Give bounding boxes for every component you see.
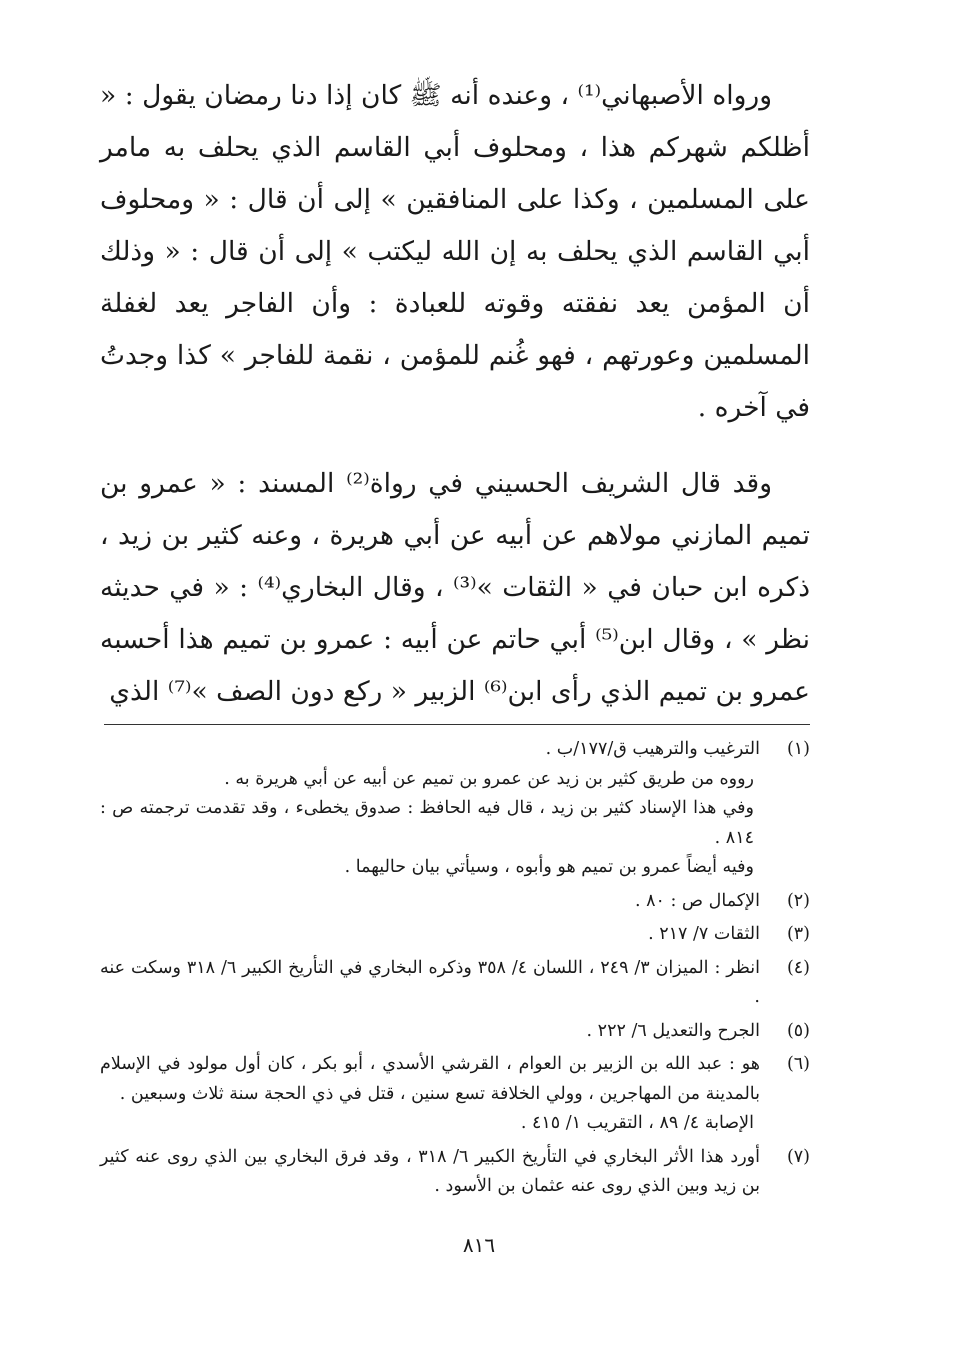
footnote-line: الجرح والتعديل ٦/ ٢٢٢ . bbox=[586, 1020, 760, 1041]
footnote-line: الإصابة ٤/ ٨٩ ، التقريب ١/ ٤١٥ . bbox=[520, 1113, 754, 1133]
footnote-line: أورد هذا الأثر البخاري في التأريخ الكبير ٦/ ٣١٨ ، وقد فرق البخاري بين الذي روى عنه كثير بن زيد وبين الذي روى عنه عثمان بن الأسود . bbox=[100, 1146, 760, 1196]
page-number: ٨١٦ bbox=[462, 1233, 496, 1257]
footnote-4 bbox=[100, 954, 810, 1013]
footnote-6 bbox=[100, 1050, 810, 1139]
footnote-3 bbox=[100, 920, 810, 950]
footnote-number: (٢) bbox=[786, 890, 810, 911]
footnote-number: (٣) bbox=[786, 924, 810, 944]
footnote-divider bbox=[104, 724, 810, 725]
footnote-line: وفي هذا الإسناد كثير بن زيد ، قال فيه الحافظ : صدوق يخطىء ، وقد تقدمت ترجمته ص : ٨١٤ . bbox=[100, 798, 754, 848]
footnote-line: الإكمال ص : ٨٠ . bbox=[634, 890, 760, 911]
footnote-number: (٥) bbox=[786, 1020, 810, 1041]
footnote-number: (١) bbox=[786, 739, 810, 759]
footnote-line: الثقات ٧/ ٢١٧ . bbox=[648, 924, 760, 944]
footnote-7 bbox=[100, 1143, 810, 1202]
footnote-1 bbox=[100, 735, 810, 883]
footnote-line: الترغيب والترهيب ق/١٧٧/ب . bbox=[545, 739, 760, 759]
footnote-number: (٤) bbox=[786, 957, 810, 978]
body-paragraph-1 bbox=[100, 70, 810, 434]
body-paragraph-2 bbox=[100, 458, 810, 718]
footnote-number: (٦) bbox=[786, 1054, 810, 1074]
paragraph-text: ورواه الأصبهاني⁽¹⁾ ، وعنده أنه ﷺ كان إذا دنا رمضان يقول : « أظلكم شهركم هذا ، ومحلوف أبي القاسم الذي يحلف به مامر على المسلمين ، وكذا على المنافقين » إلى أن قال : « ومحلوف أبي القاسم الذي يحلف به إن الله ليكتب » إلى أن قال : « وذلك أن المؤمن يعد نفقته وقوته للعبادة : وأن الفاجر يعد لغفلة المسلمين وعورتهم ، فهو غُنم للمؤمن ، نقمة للفاجر » كذا وجدتُ في آخره . bbox=[100, 80, 810, 423]
footnote-number: (٧) bbox=[786, 1146, 810, 1167]
footnote-line: هو : عبد الله بن الزبير بن العوام ، القرشي الأسدي ، أبو بكر ، كان أول مولود في الإسلام بالمدينة من المهاجرين ، وولي الخلافة تسع سنين ، قتل في ذي الحجة سنة ثلاث وسبعين . bbox=[100, 1054, 760, 1104]
footnote-line: وفيه أيضاً عمرو بن تميم هو وأبوه ، وسيأتي بيان حاليهما . bbox=[344, 857, 754, 877]
footnote-line: رووه من طريق كثير بن زيد عن عمرو بن تميم عن أبيه عن أبي هريرة به . bbox=[224, 768, 754, 789]
footnote-line: انظر : الميزان ٣/ ٢٤٩ ، اللسان ٤/ ٣٥٨ وذكره البخاري في التأريخ الكبير ٦/ ٣١٨ وسكت عنه . bbox=[100, 957, 760, 1007]
footnotes bbox=[100, 735, 810, 1202]
paragraph-text: وقد قال الشريف الحسيني في رواة⁽²⁾ المسند : « عمرو بن تميم المازني مولاهم عن أبيه عن أبي هريرة ، وعنه كثير بن زيد ، ذكره ابن حبان في « الثقات »⁽³⁾ ، وقال البخاري⁽⁴⁾ : « في حديثه نظر » ، وقال ابن⁽⁵⁾ أبي حاتم عن أبيه : عمرو بن تميم هذا أحسبه عمرو بن تميم الذي رأى ابن⁽⁶⁾ الزبير « ركع دون الصف »⁽⁷⁾ الذي bbox=[100, 468, 810, 707]
footnote-5 bbox=[100, 1017, 810, 1047]
footnote-2 bbox=[100, 887, 810, 917]
